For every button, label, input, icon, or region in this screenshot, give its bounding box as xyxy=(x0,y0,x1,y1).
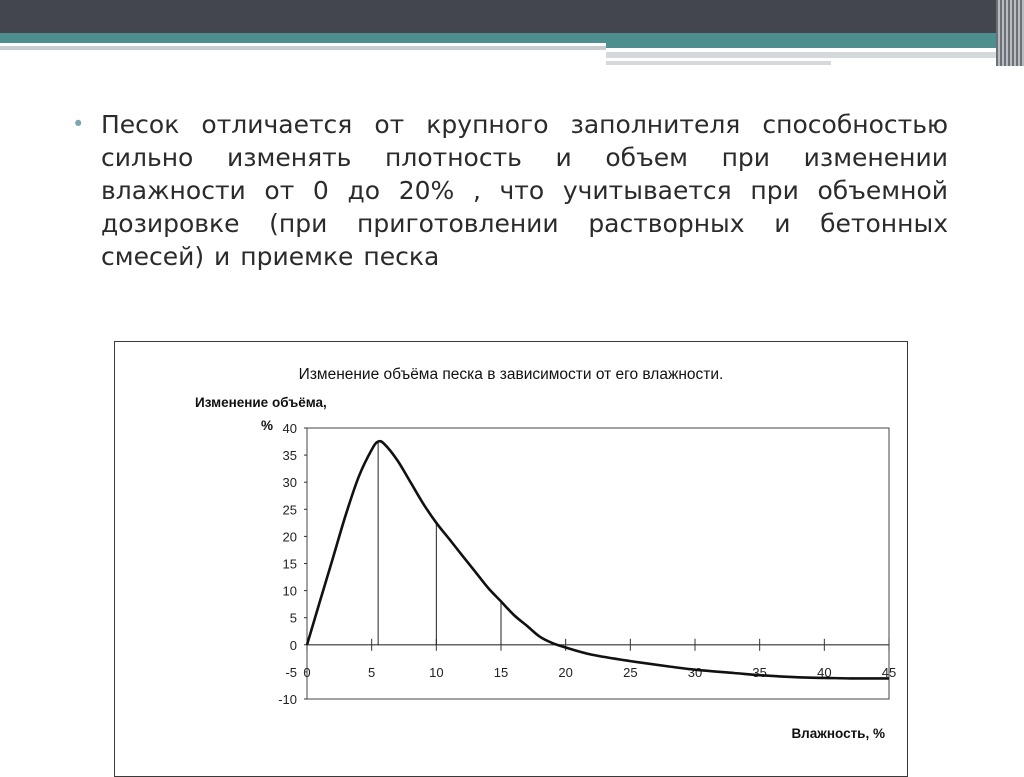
volume-moisture-chart xyxy=(115,342,909,768)
bullet-dot-icon: • xyxy=(72,112,85,136)
x-tick-label: 20 xyxy=(558,664,573,680)
y-tick-label: 40 xyxy=(282,421,297,436)
header-edge-stripes xyxy=(996,0,1024,66)
y-tick-label: 10 xyxy=(282,583,297,599)
bullet-point xyxy=(72,108,948,273)
volume-change-curve xyxy=(307,441,889,678)
y-tick-label: 35 xyxy=(282,448,297,464)
y-tick-label: -10 xyxy=(278,692,297,707)
y-tick-label: 30 xyxy=(282,475,297,491)
header-dark-band xyxy=(0,0,1024,33)
header-gray-strip xyxy=(0,46,606,50)
y-tick-label: 15 xyxy=(282,556,297,572)
x-tick-label: 45 xyxy=(881,664,897,680)
chart-frame xyxy=(114,341,908,777)
y-tick-label: 0 xyxy=(289,637,297,653)
header-gray-strip-right-2 xyxy=(606,61,831,65)
x-tick-label: 35 xyxy=(752,664,767,680)
header-gray-strip-right xyxy=(606,52,1002,58)
x-tick-label: 25 xyxy=(623,664,638,680)
bullet-text: Песок отличается от крупного заполнителя способностью сильно изменять плотность и объем при изменении влажности от 0 до 20% , что учитывается при объемной дозировке (при приготовлении растворных и бетонных смесей) и приемке песка xyxy=(101,110,948,271)
x-tick-label: 40 xyxy=(817,664,832,680)
x-tick-label: 10 xyxy=(429,664,444,680)
plot-area xyxy=(307,428,889,699)
x-tick-label: 5 xyxy=(368,664,376,680)
chart-title: Изменение объёма песка в зависимости от его влажности. xyxy=(298,366,724,383)
y-tick-label: 20 xyxy=(282,529,297,545)
header-teal-band-lower xyxy=(606,43,1002,48)
x-tick-label: 30 xyxy=(687,664,703,680)
y-tick-label: 5 xyxy=(289,610,297,626)
y-tick-label: 25 xyxy=(282,502,297,518)
y-axis-unit: % xyxy=(261,418,274,433)
x-axis-label: Влажность, % xyxy=(791,726,885,741)
header-teal-band xyxy=(0,33,1024,43)
y-tick-label: -5 xyxy=(285,664,297,680)
x-tick-label: 0 xyxy=(303,664,311,680)
y-axis-label: Изменение объёма, xyxy=(195,395,327,410)
x-tick-label: 15 xyxy=(493,664,509,680)
